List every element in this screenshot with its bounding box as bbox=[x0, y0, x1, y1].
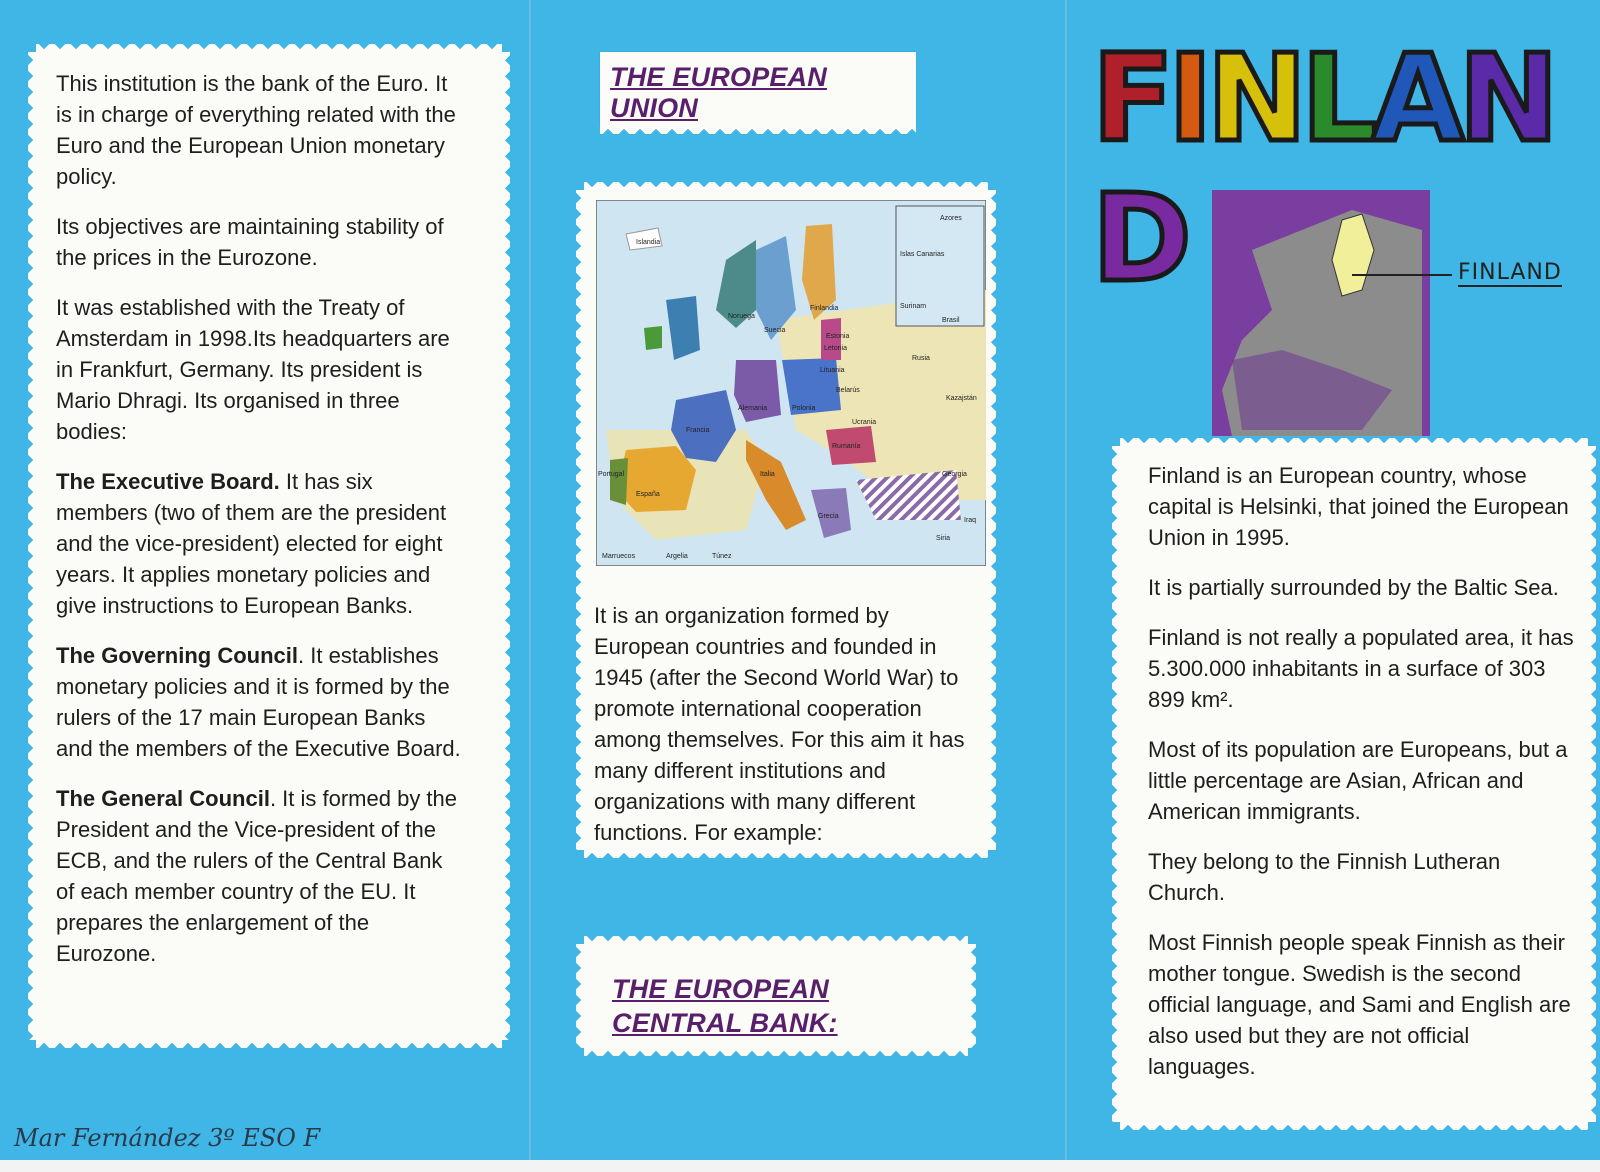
map-label-surinam: Surinam bbox=[900, 303, 927, 310]
title-letter-n2: N bbox=[1458, 30, 1553, 169]
general-council-title: The General Council bbox=[56, 786, 270, 811]
title-letter-d: D bbox=[1092, 170, 1186, 309]
title-letter-n: N bbox=[1206, 30, 1302, 169]
ecb-info-card bbox=[36, 52, 502, 1040]
title-letter-f: F bbox=[1092, 30, 1168, 169]
governing-council-paragraph bbox=[56, 640, 466, 764]
map-label-estonia: Estonia bbox=[826, 333, 850, 340]
title-letter-l: L bbox=[1301, 30, 1372, 169]
eu-info-card bbox=[584, 190, 988, 850]
map-label-francia: Francia bbox=[686, 427, 710, 434]
map-label-italia: Italia bbox=[760, 471, 775, 478]
finland-paragraph-4: Most of its population are Europeans, but a little percentage are Asian, African and American immigrants. bbox=[1148, 737, 1568, 824]
map-label-polonia: Polonia bbox=[792, 405, 816, 412]
fold-line-right bbox=[1064, 0, 1068, 1160]
map-label-brasil: Brasil bbox=[942, 317, 960, 324]
map-label-islandia: Islandia bbox=[636, 239, 661, 246]
map-label-noruega: Noruega bbox=[728, 313, 755, 320]
map-spain bbox=[616, 446, 696, 512]
general-council-paragraph bbox=[56, 783, 466, 969]
governing-council-title: The Governing Council bbox=[56, 643, 299, 668]
finland-map bbox=[1212, 190, 1430, 436]
eu-heading-card bbox=[600, 52, 916, 126]
map-label-suecia: Suecia bbox=[764, 327, 786, 334]
finland-paragraph-2: It is partially surrounded by the Baltic Sea. bbox=[1148, 575, 1559, 600]
ecb-objectives-paragraph: Its objectives are maintaining stability of the prices in the Eurozone. bbox=[56, 214, 444, 270]
author-signature: Mar Fernández 3º ESO F bbox=[14, 1124, 321, 1152]
finland-map-label: FINLAND bbox=[1458, 260, 1562, 285]
map-label-grecia: Grecia bbox=[818, 513, 839, 520]
map-portugal bbox=[610, 458, 628, 505]
eu-description: It is an organization formed by European countries and founded in 1945 (after the Second World War) to promote international cooperation among themselves. For this aim it has many different institutions and organizations with many different functions. For example: bbox=[594, 603, 965, 845]
map-label-rusia: Rusia bbox=[912, 355, 930, 362]
ecb-intro-paragraph: This institution is the bank of the Euro. It is in charge of everything related with the Euro and the European Union monetary policy. bbox=[56, 71, 456, 189]
map-label-belarus: Belarús bbox=[836, 387, 860, 394]
executive-board-paragraph bbox=[56, 466, 466, 621]
ecb-heading: THE EUROPEAN CENTRAL BANK: bbox=[612, 974, 838, 1038]
map-label-georgia: Georgia bbox=[942, 471, 967, 478]
map-label-letonia: Letonia bbox=[824, 345, 847, 352]
ecb-heading-card bbox=[584, 944, 968, 1048]
map-label-tunez: Túnez bbox=[712, 553, 732, 560]
finland-paragraph-6: Most Finnish people speak Finnish as their mother tongue. Swedish is the second official language, and Sami and English are also used but they are not official languages. bbox=[1148, 930, 1571, 1079]
europe-map bbox=[596, 200, 986, 566]
finland-paragraph-5: They belong to the Finnish Lutheran Church. bbox=[1148, 849, 1501, 905]
map-label-alemania: Alemania bbox=[738, 405, 768, 412]
fold-line-left bbox=[528, 0, 532, 1160]
ecb-history-paragraph: It was established with the Treaty of Amsterdam in 1998.Its headquarters are in Frankfurt, Germany. Its president is Mario Dhragi. Its organised in three bodies: bbox=[56, 295, 450, 444]
map-label-rumania: Rumanía bbox=[832, 443, 861, 450]
map-label-lituania: Lituania bbox=[820, 367, 845, 374]
finland-paragraph-1: Finland is an European country, whose capital is Helsinki, that joined the European Union in 1995. bbox=[1148, 463, 1569, 550]
map-label-azores: Azores bbox=[940, 215, 962, 222]
general-council-text: . It is formed by the President and the Vice-president of the ECB, and the rulers of the Central Bank of each member country of the EU. It prepares the enlargement of the Eurozone. bbox=[56, 786, 458, 966]
finland-paragraph-3: Finland is not really a populated area, it has 5.300.000 inhabitants in a surface of 303 899 km². bbox=[1148, 625, 1574, 712]
executive-board-text: It has six members (two of them are the president and the vice-president) elected for eight years. It applies monetary policies and give instructions to European Banks. bbox=[56, 469, 447, 618]
map-label-argelia: Argelia bbox=[666, 553, 688, 560]
map-label-ucrania: Ucrania bbox=[852, 419, 877, 426]
map-label-espana: España bbox=[636, 491, 660, 498]
map-label-siria: Siria bbox=[936, 535, 951, 542]
executive-board-title: The Executive Board. bbox=[56, 469, 280, 494]
map-ireland bbox=[644, 326, 662, 350]
map-label-iraq: Iraq bbox=[964, 517, 977, 524]
finland-pointer-line bbox=[1352, 274, 1452, 276]
title-letter-i: I bbox=[1167, 30, 1207, 169]
map-label-marruecos: Marruecos bbox=[602, 553, 636, 560]
map-label-islas-canarias: Islas Canarias bbox=[900, 251, 945, 258]
map-label-finlandia: Finlandia bbox=[810, 305, 839, 312]
map-label-kazajstan: Kazajstán bbox=[946, 395, 977, 402]
title-letter-a: A bbox=[1371, 30, 1459, 169]
finland-info-card bbox=[1120, 446, 1588, 1122]
governing-council-text: . It establishes monetary policies and it is formed by the rulers of the 17 main European Banks and the members of the Executive Board. bbox=[56, 643, 461, 761]
map-label-portugal: Portugal bbox=[598, 471, 625, 478]
eu-heading: THE EUROPEAN UNION bbox=[610, 62, 827, 123]
